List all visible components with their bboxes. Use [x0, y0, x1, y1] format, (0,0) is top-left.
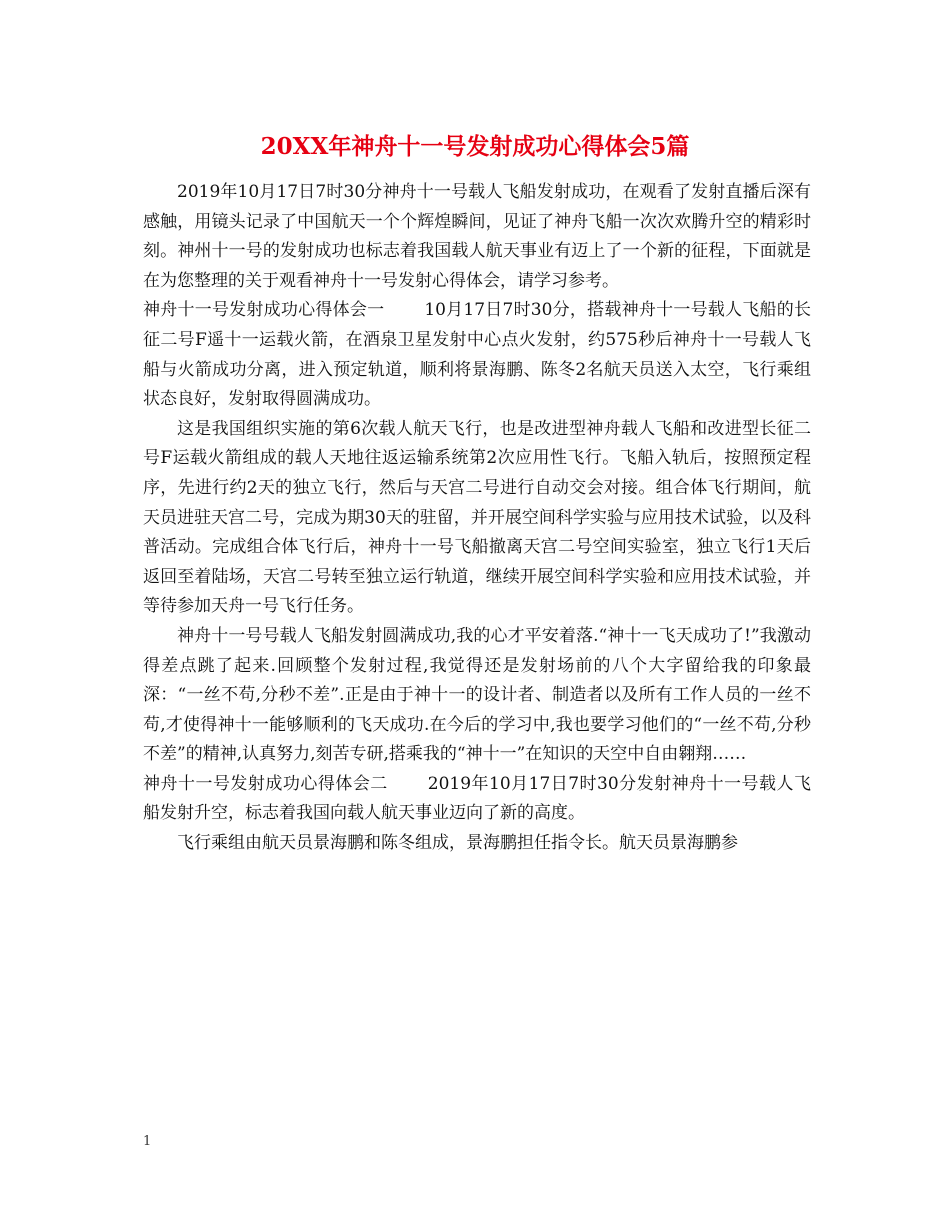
section-two-paragraph — [143, 770, 811, 829]
section-one-paragraph — [143, 296, 811, 414]
reflection-paragraph: 神舟十一号号载人飞船发射圆满成功,我的心才平安着落.“神十一飞天成功了!”我激动得差点跳了起来.回顾整个发射过程,我觉得还是发射场前的八个大字留给我的印象最深：“一丝不苟,分秒不差”.正是由于神十一的设计者、制造者以及所有工作人员的一丝不苟,才使得神十一能够顺利的飞天成功.在今后的学习中,我也要学习他们的“一丝不苟,分秒不差”的精神,认真努力,刻苦专研,搭乘我的“神十一”在知识的天空中自由翱翔…… — [143, 625, 811, 765]
document-title: 20XX年神舟十一号发射成功心得体会5篇 — [260, 133, 690, 160]
intro-paragraph: 2019年10月17日7时30分神舟十一号载人飞船发射成功，在观看了发射直播后深有感触，用镜头记录了中国航天一个个辉煌瞬间，见证了神舟飞船一次次欢腾升空的精彩时刻。神州十一号的发射成功也标志着我国载人航天事业有迈上了一个新的征程，下面就是在为您整理的关于观看神舟十一号发射心得体会，请学习参考。 — [143, 182, 811, 291]
mission-paragraph: 这是我国组织实施的第6次载人航天飞行，也是改进型神舟载人飞船和改进型长征二号F运载火箭组成的载人天地往返运输系统第2次应用性飞行。飞船入轨后，按照预定程序，先进行约2天的独立飞行，然后与天宫二号进行自动交会对接。组合体飞行期间，航天员进驻天宫二号，完成为期30天的驻留，并开展空间科学实验与应用技术试验，以及科普活动。完成组合体飞行后，神舟十一号飞船撤离天宫二号空间实验室，独立飞行1天后返回至着陆场，天宫二号转至独立运行轨道，继续开展空间科学实验和应用技术试验，并等待参加天舟一号飞行任务。 — [143, 418, 811, 617]
page-number: 1 — [143, 1134, 152, 1149]
section-one-heading: 神舟十一号发射成功心得体会一 — [143, 300, 385, 321]
section-two-text: 2019年10月17日7时30分发射神舟十一号载人飞船发射升空，标志着我国向载人航天事业迈向了新的高度。 — [143, 773, 811, 824]
crew-paragraph: 飞行乘组由航天员景海鹏和陈冬组成，景海鹏担任指令长。航天员景海鹏参 — [177, 833, 738, 854]
section-two-heading: 神舟十一号发射成功心得体会二 — [143, 773, 388, 794]
document-body — [143, 178, 811, 859]
section-one-text: 10月17日7时30分，搭载神舟十一号载人飞船的长征二号F遥十一运载火箭，在酒泉卫星发射中心点火发射，约575秒后神舟十一号载人飞船与火箭成功分离，进入预定轨道，顺利将景海鹏、陈冬2名航天员送入太空，飞行乘组状态良好，发射取得圆满成功。 — [143, 300, 811, 410]
